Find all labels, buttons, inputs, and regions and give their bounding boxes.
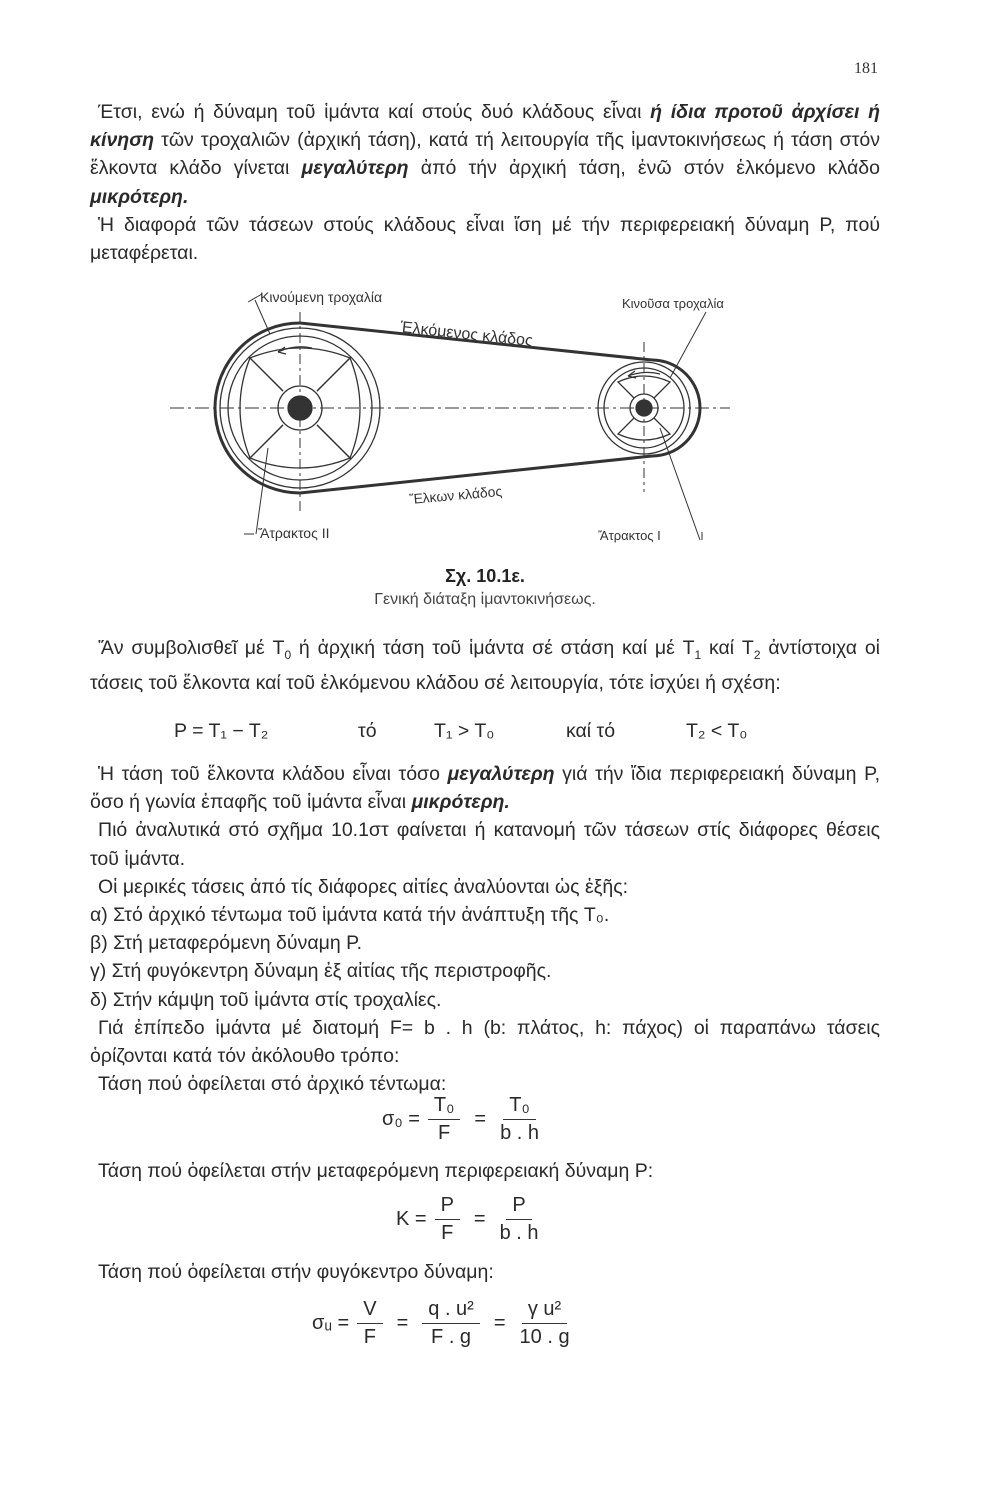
subscript: 2 [753,647,761,662]
formula-sigmau [312,1298,578,1349]
caption-text: Γενική διάταξη ἱμαντοκινήσεως. [374,591,596,608]
emphasis-run: μεγαλύτερη [301,157,409,180]
relation-condition-1: T₁ > T₀ [434,720,495,742]
paragraph-4 [90,760,880,816]
figure-caption [90,566,880,609]
text-run: Έτσι, ενώ ή δύναμη τοῦ ἱμάντα καί στούς δυό κλάδους εἶναι [98,101,651,123]
relation-condition-2: T₂ < T₀ [686,720,748,742]
subscript: 1 [694,647,702,662]
emphasis-run: ή ίδια προτοῦ ἀρχίσει ή κίνηση [90,101,880,152]
label-sigma0: Τάση πού ὀφείλεται στό ἀρχικό τέντωμα: [98,1073,447,1096]
rotation-arrow-left [278,347,312,352]
paragraph-5: Πιό ἀναλυτικά στό σχῆμα 10.1στ φαίνεται ή κατανομή τῶν τάσεων στίς διάφορες θέσεις τοῦ ἱμάντα. [90,819,880,870]
paragraph-2: Ἡ διαφορά τῶν τάσεων στούς κλάδους εἶναι ἴση μέ τήν περιφερειακή δύναμη P, πού μεταφέρεται. [90,213,880,265]
fraction [428,1094,461,1145]
label-driving-pulley: Κινοῦσα τροχαλία [622,296,724,311]
label-k: Τάση πού ὀφείλεται στήν μεταφερόμενη περιφερειακή δύναμη P: [98,1160,654,1182]
paragraph-3 [90,634,880,697]
formula-lhs: σᵤ = [312,1312,350,1334]
text-run: γιά τήν ἴδια περιφερειακή δύναμη P, ὅσο ή γωνία ἐπαφῆς τοῦ ἱμάντα εἶναι [90,763,880,814]
emphasis-run: μικρότερη. [411,791,510,814]
formula-sigma0 [382,1094,547,1145]
label-sigmau-block [90,1258,880,1286]
denominator: b . h [500,1122,540,1144]
text-run: τῶν τροχαλιῶν (ἀρχική τάση), κατά τή λειτουργία τῆς ἱμαντοκινήσεως ή τάση στόν ἕλκοντα κλάδο γίνεται [90,129,880,180]
body-section-2 [90,760,880,1098]
formula-k [396,1194,547,1245]
text-run: καί T [701,637,754,659]
paragraph-7: Γιά ἐπίπεδο ἱμάντα μέ διατομή F= b . h (b: πλάτος, h: πάχος) οἱ παραπάνω τάσεις ὁρίζονται κατά τόν ἀκόλουθο τρόπο: [90,1016,880,1068]
intro-section [90,98,880,267]
numerator: T₀ [428,1094,461,1120]
text-run: Ἡ τάση τοῦ ἕλκοντα κλάδου εἶναι τόσο [98,763,448,785]
equals-sign: = [396,1312,409,1334]
numerator: T₀ [503,1094,536,1120]
paragraph-1 [90,98,880,211]
numerator: q . u² [422,1298,480,1324]
relation-equation: P = T₁ − T₂ [174,720,269,742]
label-shaft-1: Ἄτρακτος I [598,528,661,543]
text-run: ή ἀρχική τάση τοῦ ἱμάντα σέ στάση καί μέ T [291,637,695,659]
numerator: P [506,1194,531,1220]
formula-lhs: σ₀ = [382,1108,420,1130]
fraction [422,1298,480,1349]
page-number: 181 [854,60,878,77]
label-shaft-2: Ἄτρακτος II [258,525,330,541]
list-item: β) Στή μεταφερόμενη δύναμη P. [90,932,363,955]
fraction [357,1298,382,1349]
relation-kai-to: καί τό [566,720,616,742]
paragraph-6: Οἱ μερικές τάσεις ἀπό τίς διάφορες αἰτίες ἀναλύονται ὡς ἑξῆς: [98,875,629,898]
label-tight-side: Ἕλκων κλάδος [408,482,503,507]
text-run: Ἄν συμβολισθεῖ μέ T [98,637,285,659]
denominator: F [438,1122,451,1144]
body-section-1 [90,634,880,697]
label-driven-pulley: Κινούμενη τροχαλία [260,289,383,305]
fraction [500,1094,539,1145]
numerator: V [357,1298,382,1324]
denominator: F [363,1326,377,1348]
formula-lhs: K = [396,1208,427,1230]
caption-number: Σχ. 10.1ε. [445,566,525,586]
emphasis-run: μικρότερη. [90,185,189,208]
label-k-block [90,1157,880,1185]
numerator: γ u² [522,1298,567,1324]
equals-sign: = [474,1108,487,1130]
equals-sign: = [473,1208,486,1230]
list-item: δ) Στήν κάμψη τοῦ ἱμάντα στίς τροχαλίες. [90,988,442,1011]
belt-drive-figure [160,282,780,562]
label-slack-side: Ἑλκόμενος κλάδος [399,319,534,350]
subscript: 0 [284,647,292,662]
text-run: ἀπό τήν ἀρχική τάση, ἐνῶ στόν ἑλκόμενο κλάδο [408,157,880,180]
list-item: γ) Στή φυγόκεντρη δύναμη ἐξ αἰτίας τῆς περιστροφῆς. [90,960,552,983]
fraction [520,1298,570,1349]
list-item: α) Στό ἀρχικό τέντωμα τοῦ ἱμάντα κατά τήν ἀνάπτυξη τῆς T₀. [90,904,610,927]
text-run: ἀντίστοιχα οἱ τάσεις τοῦ ἕλκοντα καί τοῦ ἑλκόμενου κλάδου σέ λειτουργία, τότε ἰσχύει ή σχέση: [90,637,880,695]
emphasis-run: μεγαλύτερη [447,763,555,785]
label-sigmau: Τάση πού ὀφείλεται στήν φυγόκεντρο δύναμη: [98,1261,494,1283]
denominator: b . h [499,1222,539,1244]
denominator: F . g [431,1326,472,1348]
fraction [435,1194,460,1245]
denominator: 10 . g [519,1326,570,1348]
relation-to-1: τό [358,720,377,742]
numerator: P [435,1194,460,1220]
fraction [500,1194,539,1245]
denominator: F [441,1222,454,1244]
equals-sign: = [493,1312,506,1334]
